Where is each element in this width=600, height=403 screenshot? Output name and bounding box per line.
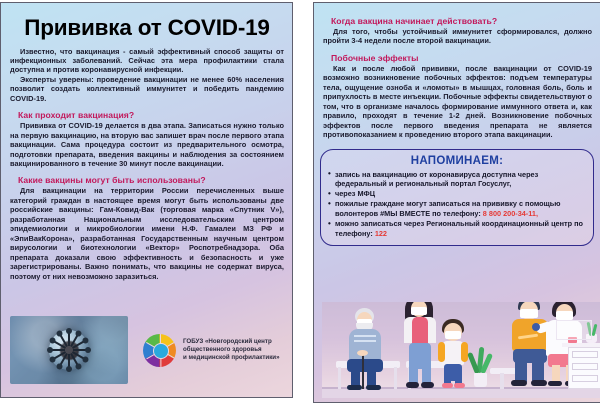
- reminder-item-text: пожилые граждане могут записаться на прививку с помощью волонтеров #МЫ ВМЕСТЕ по телефону:: [335, 199, 561, 218]
- virus-spike-icon: [68, 354, 70, 369]
- cane: [362, 351, 364, 389]
- hand: [357, 350, 368, 356]
- sweater-pattern: [354, 340, 376, 342]
- heading-which-vaccines: Какие вакцины могут быть использованы?: [18, 175, 206, 186]
- list-item: [327, 170, 587, 189]
- cabinet-drawer: [572, 351, 598, 358]
- reminder-item-text: запись на вакцинацию от коронавируса доступна через федеральный и региональный портал Госуслуг,: [335, 169, 539, 189]
- floor-band: [322, 389, 600, 398]
- list-item: [327, 199, 587, 218]
- face-mask-icon: [520, 309, 538, 318]
- face-mask-icon: [556, 311, 573, 320]
- sleeve: [461, 342, 468, 362]
- footer-media-row: [10, 316, 284, 384]
- puzzle-wheel-logo-icon: [143, 334, 176, 367]
- sweater: [349, 329, 381, 361]
- panel-gap: [293, 0, 313, 403]
- organization-name-line: ГОБУЗ «Новгородский центр: [183, 337, 272, 345]
- sleeve: [438, 342, 445, 362]
- reminder-box: [320, 149, 594, 246]
- reminder-title: НАПОМИНАЕМ:: [410, 154, 504, 167]
- heading-when-vaccine-works: Когда вакцина начинает действовать?: [331, 16, 498, 26]
- shoe: [548, 381, 562, 386]
- list-item: [327, 189, 587, 199]
- cabinet-drawer: [572, 363, 598, 370]
- reminder-item-text: можно записаться через Региональный координационный центр по телефону:: [335, 219, 583, 238]
- counter-top: [562, 343, 600, 347]
- bench-leg: [338, 367, 341, 389]
- shoe: [406, 382, 419, 388]
- list-item: [327, 219, 587, 238]
- heading-side-effects: Побочные эффекты: [331, 52, 419, 63]
- organization-name-line: и медицинской профилактики»: [183, 354, 280, 362]
- pot: [474, 373, 487, 387]
- coronavirus-photo: [10, 316, 128, 384]
- cabinet-drawer: [572, 375, 598, 382]
- clinic-illustration: [322, 302, 600, 398]
- phone-number[interactable]: 122: [374, 228, 387, 238]
- shoe: [442, 383, 453, 388]
- reminder-item-text: через МФЦ: [335, 189, 376, 199]
- figure-boy: [438, 319, 468, 389]
- glove-icon: [532, 323, 540, 331]
- leg: [515, 359, 527, 382]
- bench-leg: [394, 367, 397, 389]
- potted-plant: [468, 347, 492, 389]
- intro-paragraph-2: Эксперты уверены: проведение вакцинации не менее 60% населения позволит создать коллективный иммунитет и победить пандемию COVID-19.: [10, 74, 284, 103]
- face-mask-icon: [411, 307, 427, 315]
- shoe: [347, 385, 362, 390]
- right-page: [313, 2, 600, 403]
- shoe: [366, 385, 381, 390]
- leg: [532, 359, 544, 382]
- shoe: [511, 380, 527, 386]
- organization-logo-block: [143, 334, 280, 367]
- left-page: [0, 2, 293, 398]
- text-when-vaccine-works: Для того, чтобы устойчивый иммунитет сформировался, должно пройти 3-4 недели после второй вакцинации.: [323, 27, 592, 46]
- virus-spike-icon: [50, 349, 65, 351]
- text-how-vaccination-works: Прививка от COVID-19 делается в два этапа. Записаться нужно только на первую вакцинацию, на вторую вас запишет врач после первого этапа вакцинации. Сама процедура состоит из предварительного осмотра, подготовки препарата, введения вакцины и наблюдения за состоянием вакцинированного в течение 30 минут после вакцинации.: [10, 121, 284, 169]
- stool-leg: [500, 373, 504, 389]
- wall-shelf: [556, 320, 592, 340]
- shoe: [421, 382, 434, 388]
- sweater-pattern: [354, 335, 376, 337]
- figure-elderly-man: [344, 307, 388, 389]
- figure-woman: [400, 302, 440, 389]
- logo-hub: [153, 343, 169, 359]
- heading-how-vaccination-works: Как проходит вакцинация?: [18, 110, 135, 121]
- page-title: Прививка от COVID-19: [24, 15, 270, 40]
- phone-number[interactable]: 8 800 200-34-11,: [482, 208, 538, 218]
- text-side-effects: Как и после любой прививки, после вакцинации от COVID-19 возможно возникновение побочных эффектов: подъем температуры тела, ощущение озноба и «ломоты» в мышцах, головная боль, боль и припухлость в месте инъекции. Побочные эффекты свидетельствуют о том, что в организме началось формирование иммунного ответа и, как правило, проходят в течение 1-2 дней. Возникновение побочных эффектов после первого введения препарата не является противопоказанием к проведению второго этапа вакцинации.: [323, 63, 592, 140]
- intro-paragraph-1: Известно, что вакцинация - самый эффективный способ защиты от инфекционных заболеваний. Сейчас эта мера профилактики стала доступна и против коронавирусной инфекции.: [10, 46, 284, 75]
- virus-spike-icon: [73, 349, 88, 351]
- organization-name: [183, 338, 280, 363]
- reminder-list: [327, 170, 587, 239]
- face-mask-icon: [445, 331, 461, 339]
- shoe: [454, 383, 465, 388]
- virus-spike-icon: [68, 331, 70, 346]
- organization-name-line: общественного здоровья: [183, 345, 262, 353]
- text-which-vaccines: Для вакцинации на территории России перечисленных выше категорий граждан в настоящее время могут быть использованы две российские вакцины: Гам-Ковид-Вак (торговая марка «Спутник V»), разработанная Национальным исследовательским центром эпидемиологии и микробиологии имени Н.Ф. Гамалеи МЗ РФ и «ЭпиВакКорона», разработанная Государственным научным центром вирусологии и биотехнологии «Вектор» Роспотребнадзора. Оба препарата доказали свою эффективность и безопасность и уже зарегистрированы. Важно понимать, что вакцины не содержат вируса, поэтому от них невозможно заразиться.: [10, 186, 284, 281]
